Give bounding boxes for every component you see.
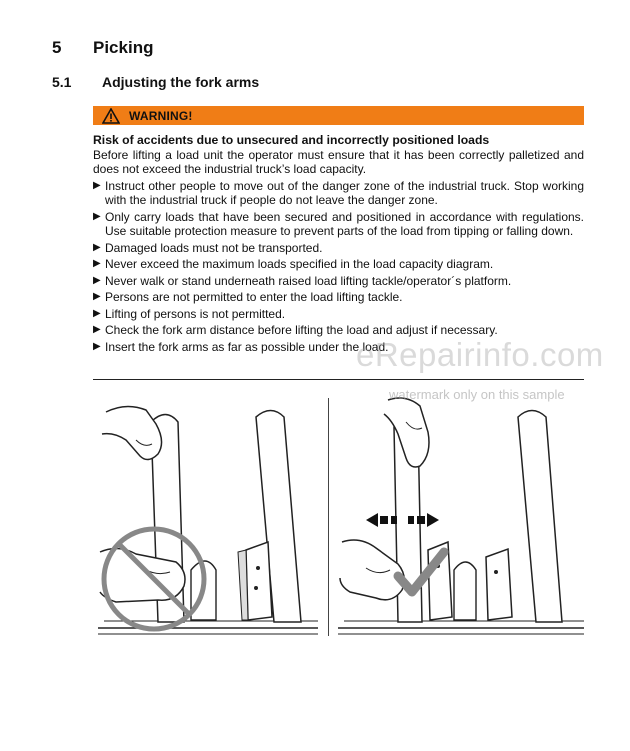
bullet-arrow-icon: ▶ bbox=[93, 258, 101, 269]
incorrect-fork-adjustment-drawing bbox=[96, 392, 321, 642]
bullet-text: Insert the fork arms as far as possible under the load. bbox=[105, 339, 389, 354]
risk-title: Risk of accidents due to unsecured and incorrectly positioned loads bbox=[93, 133, 490, 147]
bullet-arrow-icon: ▶ bbox=[93, 307, 101, 319]
bullet-text: Never walk or stand underneath raised load lifting tackle/operator´s platform. bbox=[105, 273, 512, 288]
watermark-site: eRepairinfo.com bbox=[356, 336, 604, 373]
bullet-item bbox=[93, 257, 584, 272]
bullet-arrow-icon: ▶ bbox=[93, 324, 101, 335]
subsection-title: Adjusting the fork arms bbox=[102, 74, 260, 90]
bullet-text: Never exceed the maximum loads specified in the load capacity diagram. bbox=[105, 257, 494, 271]
bullet-text: Damaged loads must not be transported. bbox=[105, 240, 323, 255]
section-heading bbox=[52, 38, 153, 58]
warning-triangle-icon bbox=[99, 106, 123, 125]
warning-content bbox=[93, 133, 584, 354]
correct-fork-adjustment-drawing bbox=[336, 392, 586, 642]
illustration-incorrect bbox=[96, 392, 321, 647]
intro-paragraph: Before lifting a load unit the operator must ensure that it has been correctly palletized and does not exceed the industrial truck’s load capacity. bbox=[93, 147, 584, 176]
subsection-heading bbox=[52, 74, 259, 90]
bullet-arrow-icon: ▶ bbox=[93, 241, 101, 253]
bullet-arrow-icon: ▶ bbox=[93, 179, 101, 191]
bullet-arrow-icon: ▶ bbox=[93, 340, 101, 352]
subsection-number: 5.1 bbox=[52, 74, 72, 90]
bullet-text: Only carry loads that have been secured and positioned in accordance with regulations. Use suitable protection measure to prevent parts of the load from tipping or falling down. bbox=[105, 209, 584, 238]
bullet-arrow-icon: ▶ bbox=[93, 274, 101, 286]
bullet-list bbox=[93, 179, 584, 355]
bullet-arrow-icon: ▶ bbox=[93, 291, 101, 302]
section-rule bbox=[93, 379, 584, 380]
bullet-item bbox=[93, 274, 584, 289]
bullet-item bbox=[93, 290, 584, 305]
bullet-text: Lifting of persons is not permitted. bbox=[105, 306, 286, 321]
watermark-note: watermark only on this sample bbox=[389, 387, 565, 402]
bullet-text: Instruct other people to move out of the danger zone of the industrial truck. Stop working with the industrial truck if people do not leave the danger zone. bbox=[105, 178, 584, 207]
section-number: 5 bbox=[52, 38, 62, 57]
warning-label: WARNING! bbox=[129, 108, 193, 123]
bullet-item bbox=[93, 307, 584, 322]
bullet-text: Check the fork arm distance before lifting the load and adjust if necessary. bbox=[105, 323, 498, 337]
figure-divider bbox=[328, 398, 329, 636]
bullet-arrow-icon: ▶ bbox=[93, 210, 101, 222]
bullet-item bbox=[93, 179, 584, 208]
bullet-text: Persons are not permitted to enter the load lifting tackle. bbox=[105, 290, 403, 304]
bullet-item bbox=[93, 210, 584, 239]
illustration-correct bbox=[336, 392, 586, 647]
bullet-item bbox=[93, 241, 584, 256]
section-title: Picking bbox=[93, 38, 154, 57]
warning-banner bbox=[93, 106, 584, 125]
